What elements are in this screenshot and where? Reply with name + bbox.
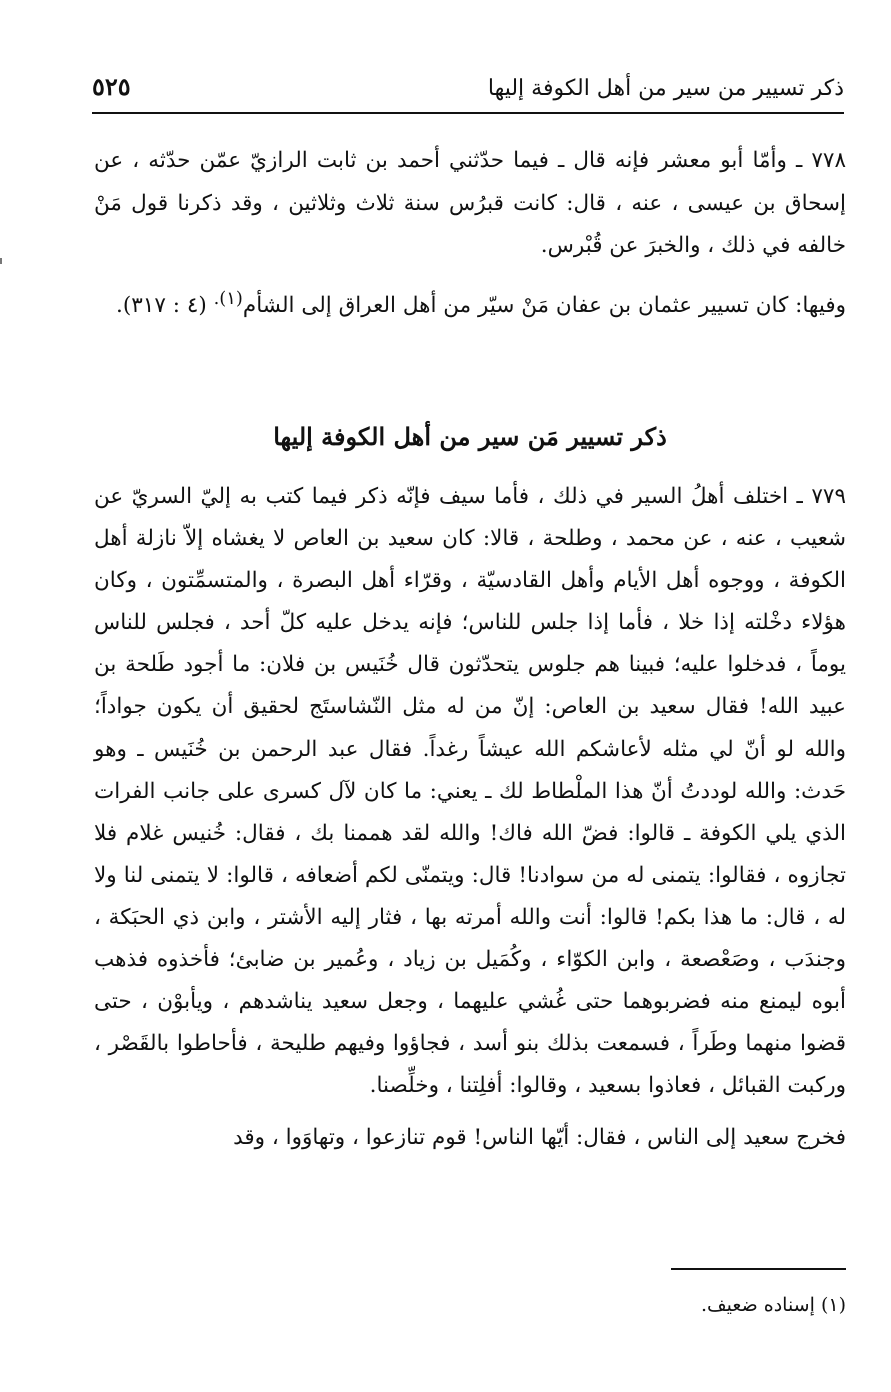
footnote-text: إسناده ضعيف.: [700, 1294, 815, 1316]
text-block-main: [94, 476, 846, 1160]
scan-mark: [0, 258, 2, 264]
paragraph-779: ٧٧٩ ـ اختلف أهلُ السير في ذلك ، فأما سيف فإنّه ذكر فيما كتب به إليّ السريّ عن شعيب ، عنه ، عن محمد ، وطلحة ، قالا: كان سعيد بن العاص لا يغشاه إلاّ نازلة أهل الكوفة ، ووجوه أهل الأيام وأهل القادسيّة ، وقرّاء أهل البصرة ، والمتسمِّتون ، وكان هؤلاء دخْلته إذا خلا ، فأما إذا جلس للناس؛ فإنه يدخل عليه كلّ أحد ، فجلس للناس يوماً ، فدخلوا عليه؛ فبينا هم جلوس يتحدّثون قال خُنَيس بن فلان: ما أجود طَلحة بن عبيد الله! فقال سعيد بن العاص: إنّ من له مثل النّشاستَج لحقيق أن يكون جواداً؛ والله لو أنّ لي مثله لأعاشكم الله عيشاً رغداً. فقال عبد الرحمن بن خُنَيس ـ وهو حَدث: والله لوددتُ أنّ هذا الملْطاط لك ـ يعني: ما كان لآل كسرى على جانب الفرات الذي يلي الكوفة ـ قالوا: فضّ الله فاك! والله لقد هممنا بك ، فقال: خُنيس غلام فلا تجازوه ، فقالوا: يتمنى له من سوادنا! قال: ويتمنّى لكم أضعافه ، قالوا: لا يتمنى لنا ولا له ، قال: ما هذا بكم! قالوا: أنت والله أمرته بها ، فثار إليه الأشتر ، وابن ذي الحبَكة ، وجندَب ، وصَعْصعة ، وابن الكوّاء ، وكُمَيل بن زياد ، وعُمير بن ضابئ؛ فأخذوه فذهب أبوه ليمنع منه فضربوهما حتى غُشي عليهما ، وجعل سعيد يناشدهم ، ويأبوْن ، حتى قضوا منهما وطَراً ، فسمعت بذلك بنو أسد ، فجاؤوا وفيهم طليحة ، فأحاطوا بالقَصْر ، وركبت القبائل ، فعاذوا بسعيد ، وقالوا: أفلِتنا ، وخلِّصنا.: [94, 484, 846, 1099]
paragraph-exile-text: وفيها: كان تسيير عثمان بن عفان مَنْ سيّر من أهل العراق إلى الشأم: [242, 293, 846, 319]
paragraph-exile-note: [94, 278, 846, 328]
source-citation: (٤ : ٣١٧).: [116, 293, 207, 319]
footnote-number: (١): [820, 1294, 846, 1316]
section-heading: ذكر تسيير مَن سير من أهل الكوفة إليها: [273, 422, 667, 451]
page-number: ٥٢٥: [92, 72, 131, 101]
footnote: [701, 1294, 846, 1316]
footnote-divider: [671, 1268, 846, 1270]
running-header: [92, 72, 844, 114]
paragraph-778: ٧٧٨ ـ وأمّا أبو معشر فإنه قال ـ فيما حدّثني أحمد بن ثابت الرازيّ عمّن حدّثه ، عن إسحاق بن عيسى ، عنه ، قال: كانت قبرُس سنة ثلاث وثلاثين ، وقد ذكرنا قول مَنْ خالفه في ذلك ، والخبرَ عن قُبْرس.: [94, 148, 846, 259]
running-header-title: ذكر تسيير من سير من أهل الكوفة إليها: [487, 76, 844, 101]
text-block-top: [94, 140, 846, 328]
paragraph-continuation: فخرج سعيد إلى الناس ، فقال: أيّها الناس! قوم تنازعوا ، وتهاوَوا ، وقد: [233, 1125, 846, 1151]
footnote-ref-1: (١).: [213, 288, 243, 310]
